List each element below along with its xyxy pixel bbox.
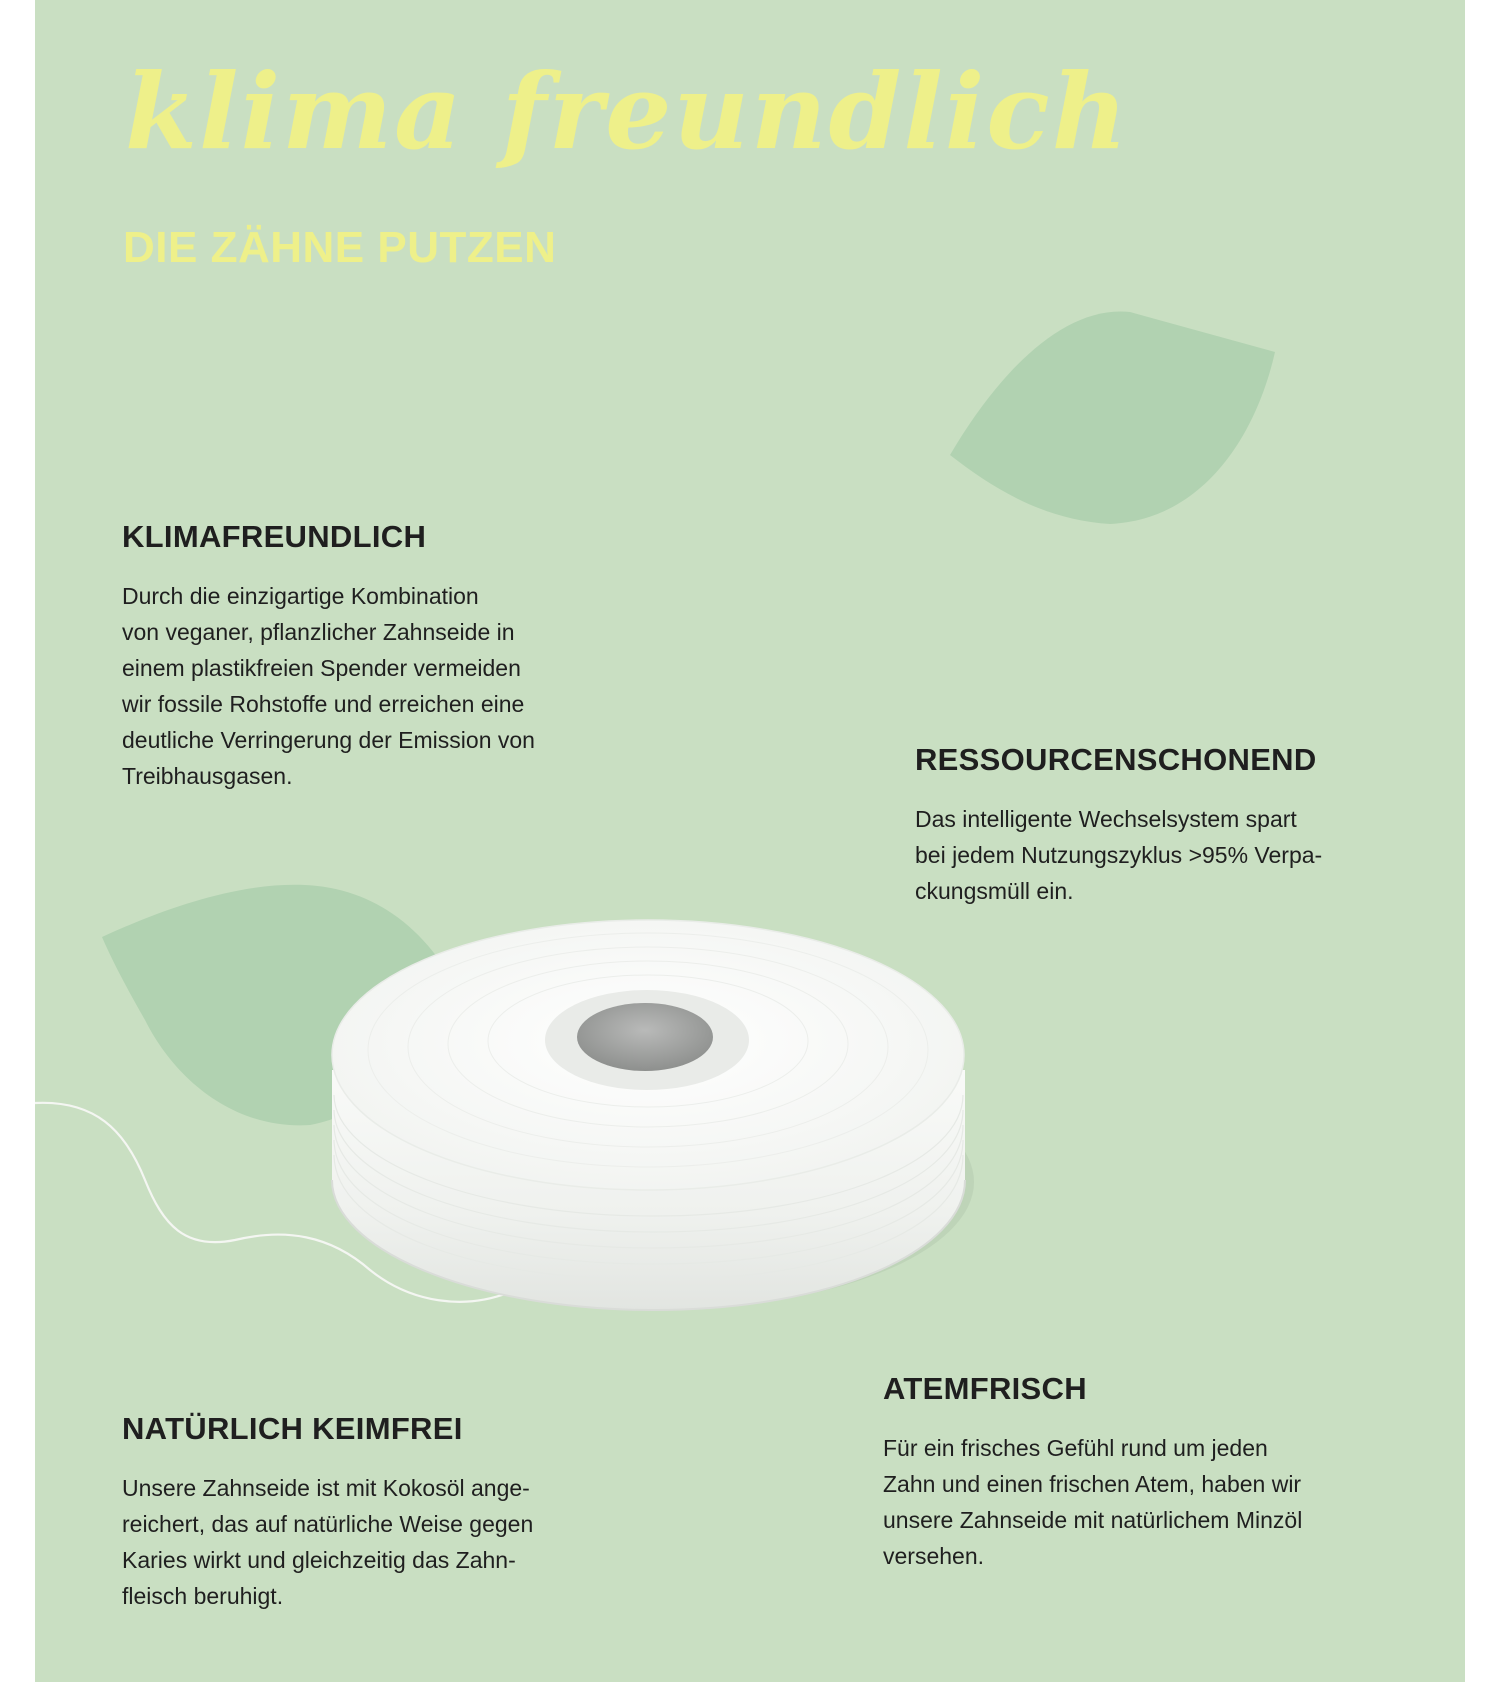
feature-heading: KLIMAFREUNDLICH xyxy=(122,519,427,554)
feature-atemfrisch xyxy=(883,1372,1383,1574)
feature-text: Für ein frisches Gefühl rund um jeden Zahn und einen frischen Atem, haben wir unsere Zahnseide mit natürlichem Minzöl versehen. xyxy=(883,1435,1303,1570)
feature-natuerlich-keimfrei xyxy=(122,1412,622,1614)
leaf-shape xyxy=(950,311,1275,524)
feature-klimafreundlich xyxy=(122,520,602,794)
info-panel xyxy=(35,0,1465,1682)
feature-text: Das intelligente Wechselsystem spart bei jedem Nutzungszyklus >95% Verpa- ckungsmüll ein. xyxy=(915,806,1323,905)
page-subtitle: DIE ZÄHNE PUTZEN xyxy=(123,223,557,272)
page-title: klima freundlich xyxy=(125,50,1130,173)
feature-heading: NATÜRLICH KEIMFREI xyxy=(122,1411,463,1446)
floss-spool-image xyxy=(332,920,974,1310)
feature-text: Durch die einzigartige Kombination von veganer, pflanzlicher Zahnseide in einem plastikfreien Spender vermeiden wir fossile Rohstoffe und erreichen eine deutliche Verringerung der Emission von Treibhausgasen. xyxy=(122,583,535,790)
feature-text: Unsere Zahnseide ist mit Kokosöl ange- reichert, das auf natürliche Weise gegen Karies wirkt und gleichzeitig das Zahn- fleisch beruhigt. xyxy=(122,1475,534,1610)
feature-heading: RESSOURCENSCHONEND xyxy=(915,742,1317,777)
feature-heading: ATEMFRISCH xyxy=(883,1371,1087,1406)
feature-ressourcenschonend xyxy=(915,743,1405,909)
